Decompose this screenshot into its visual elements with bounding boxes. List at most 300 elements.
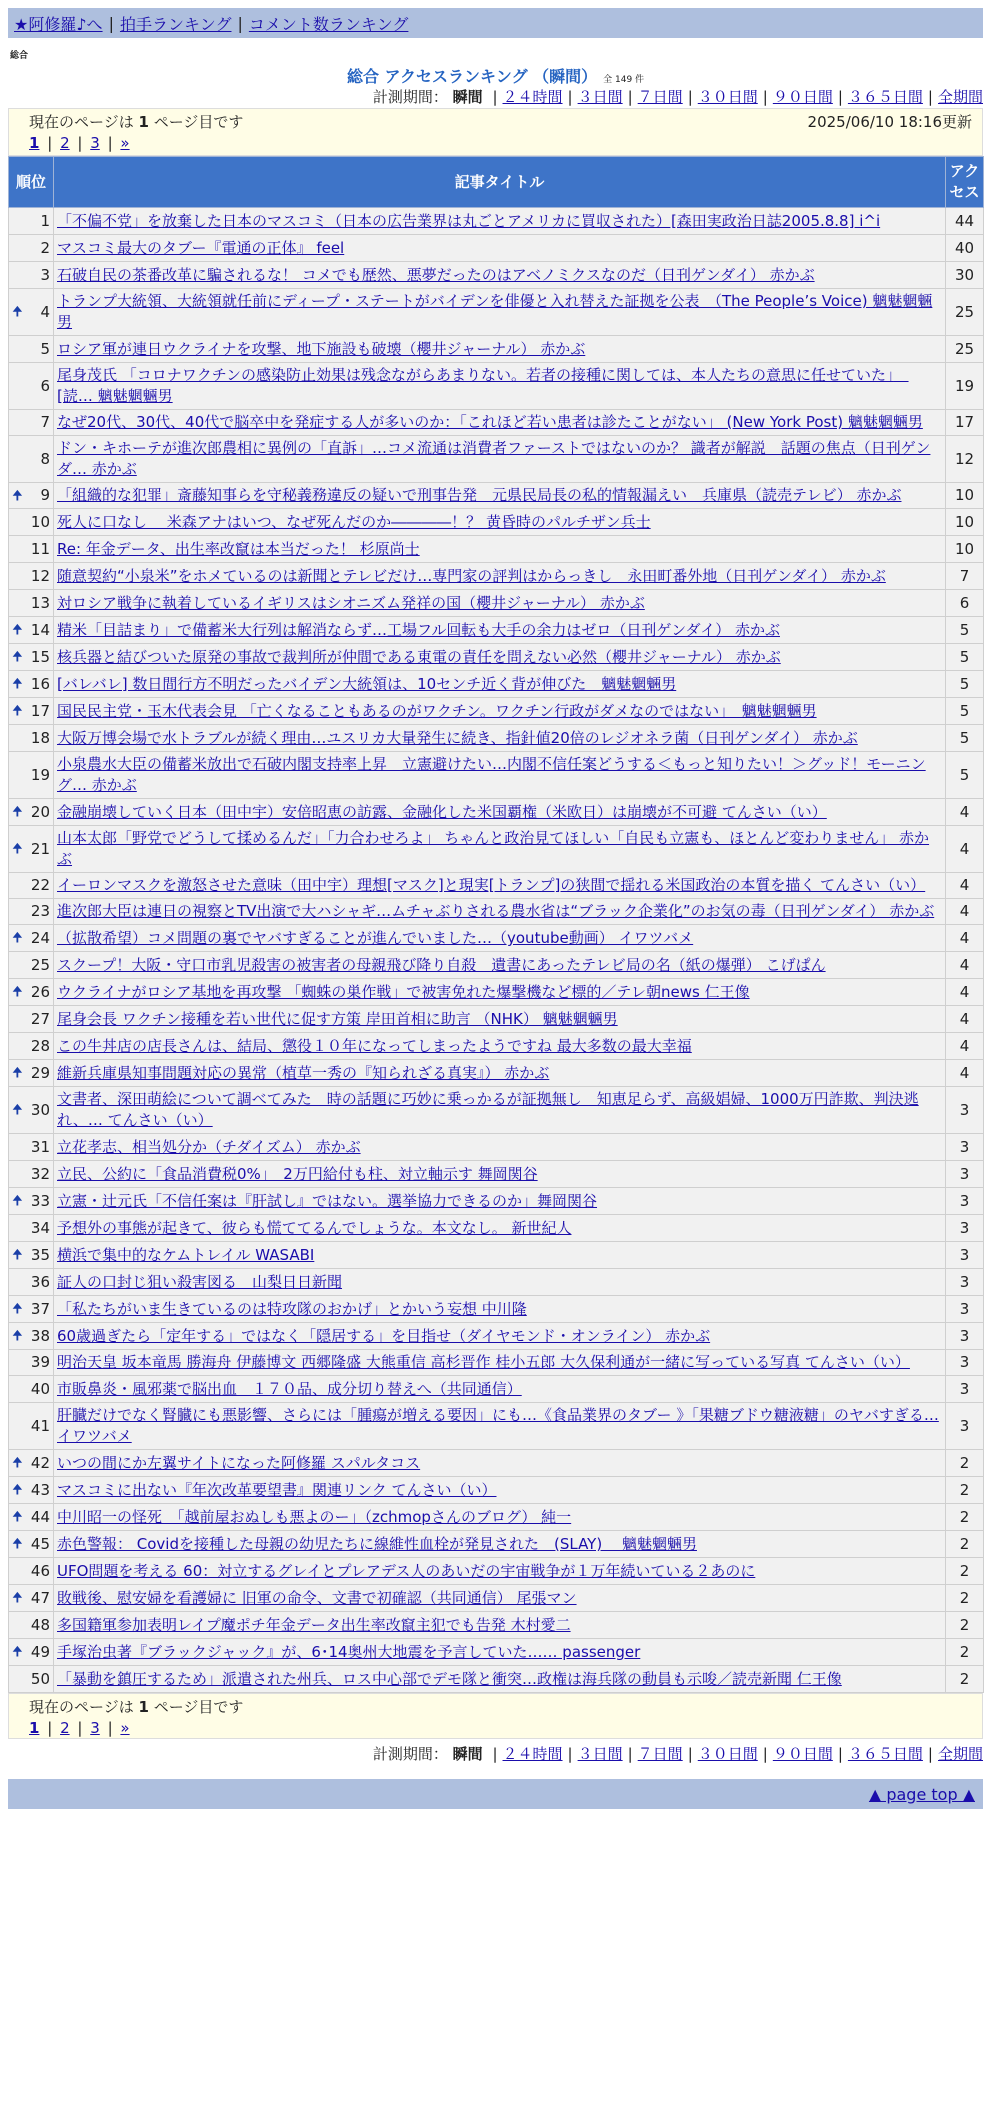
rank-up-arrow-icon: 🠉	[12, 649, 23, 665]
rank-up-arrow-icon: 🠉	[12, 1193, 23, 1209]
rank-cell	[9, 563, 54, 590]
rank-number: 14	[30, 621, 50, 639]
article-title-link[interactable]: この牛丼店の店長さんは、結局、懲役１０年になってしまったようですね 最大多数の最大幸福	[57, 1037, 692, 1055]
rank-number: 45	[30, 1535, 50, 1553]
period-current: 瞬間	[452, 88, 483, 106]
page-info-prefix: 現在のページは	[29, 1698, 134, 1716]
title-cell	[54, 1323, 946, 1350]
title-cell	[54, 1376, 946, 1403]
article-title-link[interactable]: 維新兵庫県知事問題対応の異常（植草一秀の『知られざる真実』） 赤かぶ	[57, 1064, 550, 1082]
page-separator: |	[77, 134, 83, 152]
rank-number: 8	[40, 449, 50, 468]
period-link[interactable]: ３日間	[577, 88, 623, 106]
page-link-current[interactable]: 1	[29, 1719, 40, 1737]
article-title-link[interactable]: イーロンマスクを激怒させた意味（田中宇）理想[マスク]と現実[トランプ]の狭間で揺れる米国政治の本質を描く てんさい（い）	[57, 876, 926, 894]
article-title-link[interactable]: [バレバレ] 数日間行方不明だったバイデン大統領は、10センチ近く背が伸びた 魑魅魍魎男	[57, 675, 677, 693]
title-cell	[54, 289, 946, 336]
page-title-text: 総合 アクセスランキング （瞬間）	[346, 67, 598, 86]
title-cell	[54, 1531, 946, 1558]
rank-up-arrow-icon: 🠉	[12, 622, 23, 638]
rank-cell	[9, 262, 54, 289]
article-title-link[interactable]: 死人に口なし 米森アナはいつ、なぜ死んだのか――――！？ 黄昏時のパルチザン兵士	[57, 513, 651, 531]
access-count: 3	[946, 1161, 984, 1188]
access-count: 3	[946, 1323, 984, 1350]
page-top-link[interactable]: ▲ page top ▲	[868, 1784, 975, 1804]
rank-number: 31	[30, 1138, 50, 1156]
rank-cell	[9, 1296, 54, 1323]
article-title-link[interactable]: 金融崩壊していく日本（田中宇）安倍昭恵の訪露、金融化した米国覇権（米欧日）は崩壊が不可避 てんさい（い）	[57, 803, 827, 821]
rank-up-arrow-icon: 🠉	[12, 304, 23, 320]
rank-number: 47	[30, 1589, 50, 1607]
rank-number: 3	[40, 266, 50, 284]
article-title-link[interactable]: 多国籍軍参加表明レイプ魔ポチ年金データ出生率改竄主犯でも告発 木村愛二	[57, 1616, 571, 1634]
table-row	[9, 671, 984, 698]
rank-number: 24	[30, 929, 50, 947]
table-row	[9, 1188, 984, 1215]
access-count: 3	[946, 1296, 984, 1323]
table-row	[9, 235, 984, 262]
rank-number: 37	[30, 1300, 50, 1318]
rank-cell	[9, 1403, 54, 1450]
total-count: 全 149 件	[603, 75, 645, 85]
rank-number: 27	[30, 1010, 50, 1028]
access-count: 4	[946, 826, 984, 873]
article-title-link[interactable]: 文書者、深田萌絵について調べてみた 時の話題に巧妙に乗っかるが証拠無し 知恵足らず、高級娼婦、1000万円詐欺、判決逃れ、… てんさい（い）	[57, 1090, 919, 1129]
article-title-link[interactable]: 証人の口封じ狙い殺害図る 山梨日日新聞	[57, 1273, 343, 1291]
article-title-link[interactable]: 小泉農水大臣の備蓄米放出で石破内閣支持率上昇 立憲避けたい…内閣不信任案どうする＜もっと知りたい！＞グッド！モーニング… 赤かぶ	[57, 755, 926, 794]
rank-cell	[9, 617, 54, 644]
table-row	[9, 563, 984, 590]
rank-cell	[9, 826, 54, 873]
category-label: 総合	[10, 51, 29, 61]
page-link-3[interactable]: 3	[90, 134, 100, 152]
article-title-link[interactable]: UFO問題を考える 60：対立するグレイとプレアデス人のあいだの宇宙戦争が１万年続いている２あのに	[57, 1562, 756, 1580]
title-cell	[54, 644, 946, 671]
table-row	[9, 698, 984, 725]
rank-cell	[9, 590, 54, 617]
period-links	[487, 88, 983, 106]
access-count: 3	[946, 1215, 984, 1242]
rank-up-arrow-icon: 🠉	[12, 1590, 23, 1606]
title-cell	[54, 1161, 946, 1188]
title-cell	[54, 1450, 946, 1477]
title-cell	[54, 873, 946, 899]
access-count: 6	[946, 590, 984, 617]
rank-cell	[9, 509, 54, 536]
article-title-link[interactable]: 立花孝志、相当処分か（チダイズム） 赤かぶ	[57, 1138, 361, 1156]
access-count: 4	[946, 979, 984, 1006]
article-title-link[interactable]: ウクライナがロシア基地を再攻撃 「蜘蛛の巣作戦」で被害免れた爆撃機など標的／テレ朝news 仁王像	[57, 983, 750, 1001]
access-count: 4	[946, 952, 984, 979]
rank-cell	[9, 1450, 54, 1477]
article-title-link[interactable]: 予想外の事態が起きて、彼らも慌ててるんでしょうな。本文なし。 新世紀人	[57, 1219, 572, 1237]
period-link[interactable]: ７日間	[637, 88, 683, 106]
period-separator: |	[492, 1745, 498, 1763]
footer-bar	[8, 1779, 983, 1809]
rank-number: 43	[30, 1481, 50, 1499]
rank-up-arrow-icon: 🠉	[12, 676, 23, 692]
rank-number: 22	[30, 876, 50, 894]
page-separator: |	[107, 134, 113, 152]
page-separator: |	[47, 134, 53, 152]
article-title-link[interactable]: 対ロシア戦争に執着しているイギリスはシオニズム発祥の国（櫻井ジャーナル） 赤かぶ	[57, 594, 645, 612]
article-title-link[interactable]: 赤色警報： Covidを接種した母親の幼児たちに線維性血栓が発見された (SLAY) 魑魅魍魎男	[57, 1535, 697, 1553]
rank-number: 48	[30, 1616, 50, 1634]
rank-number: 25	[30, 956, 50, 974]
title-cell	[54, 1242, 946, 1269]
rank-cell	[9, 1269, 54, 1296]
period-current: 瞬間	[452, 1745, 483, 1763]
article-title-link[interactable]: ドン・キホーテが進次郎農相に異例の「直訴」…コメ流通は消費者ファーストではないのか？ 識者が解説 話題の焦点（日刊ゲンダ… 赤かぶ	[57, 439, 931, 478]
rank-number: 42	[30, 1454, 50, 1472]
article-title-link[interactable]: トランプ大統領、大統領就任前にディープ・ステートがバイデンを俳優と入れ替えた証拠を公表 （The People’s Voice) 魑魅魍魎男	[57, 292, 933, 331]
article-title-link[interactable]: なぜ20代、30代、40代で脳卒中を発症する人が多いのか：「これほど若い患者は診たことがない」 (New York Post) 魑魅魍魎男	[57, 413, 923, 431]
rank-number: 38	[30, 1327, 50, 1345]
rank-cell	[9, 336, 54, 363]
table-row	[9, 1666, 984, 1693]
title-cell	[54, 1087, 946, 1134]
title-cell	[54, 752, 946, 799]
article-title-link[interactable]: 明治天皇 坂本竜馬 勝海舟 伊藤博文 西郷隆盛 大熊重信 高杉晋作 桂小五郎 大久保利通が一緒に写っている写真 てんさい（い）	[57, 1353, 910, 1371]
table-row	[9, 644, 984, 671]
table-row	[9, 289, 984, 336]
rank-up-arrow-icon: 🠉	[12, 1247, 23, 1263]
period-link[interactable]: ３０日間	[697, 88, 758, 106]
rank-up-arrow-icon: 🠉	[12, 1102, 23, 1118]
access-count: 2	[946, 1612, 984, 1639]
table-row	[9, 1033, 984, 1060]
title-cell	[54, 563, 946, 590]
table-row	[9, 1477, 984, 1504]
access-count: 10	[946, 536, 984, 563]
article-title-link[interactable]: 国民民主党・玉木代表会見 「亡くなることもあるのがワクチン。ワクチン行政がダメなのではない」 魑魅魍魎男	[57, 702, 817, 720]
access-count: 2	[946, 1450, 984, 1477]
rank-up-arrow-icon: 🠉	[12, 703, 23, 719]
title-cell	[54, 899, 946, 925]
article-title-link[interactable]: マスコミ最大のタブー『電通の正体』 feel	[57, 239, 345, 257]
table-row	[9, 208, 984, 235]
article-title-link[interactable]: マスコミに出ない『年次改革要望書』関連リンク てんさい（い）	[57, 1481, 497, 1499]
page-link-2[interactable]: 2	[60, 134, 70, 152]
table-row	[9, 899, 984, 925]
access-count: 44	[946, 208, 984, 235]
access-count: 5	[946, 644, 984, 671]
rank-number: 39	[30, 1353, 50, 1371]
page-info-prefix: 現在のページは	[29, 113, 134, 131]
period-link[interactable]: ３６５日間	[847, 88, 923, 106]
article-title-link[interactable]: （拡散希望）コメ問題の裏でヤバすぎることが進んでいました…（youtube動画） イワツバメ	[57, 929, 694, 947]
header-count: アクセス	[946, 157, 984, 208]
rank-cell	[9, 644, 54, 671]
table-row	[9, 1612, 984, 1639]
title-cell	[54, 336, 946, 363]
access-count: 5	[946, 698, 984, 725]
rank-cell	[9, 1376, 54, 1403]
title-cell	[54, 1403, 946, 1450]
rank-number: 10	[30, 513, 50, 531]
article-title-link[interactable]: 進次郎大臣は連日の視察とTV出演で大ハシャギ…ムチャぶりされる農水省は“ブラック企業化”のお気の毒（日刊ゲンダイ） 赤かぶ	[57, 902, 935, 920]
rank-cell	[9, 752, 54, 799]
rank-cell	[9, 436, 54, 483]
title-cell	[54, 1666, 946, 1693]
page-separator: |	[47, 1719, 53, 1737]
rank-number: 21	[30, 839, 50, 858]
period-link[interactable]: ２４時間	[502, 88, 563, 106]
period-link[interactable]: ３６５日間	[847, 1745, 923, 1763]
nav-separator: |	[237, 13, 243, 33]
rank-cell	[9, 1087, 54, 1134]
title-cell	[54, 617, 946, 644]
period-label: 計測期間：	[372, 1745, 448, 1763]
page-info	[29, 112, 243, 132]
rank-number: 11	[30, 540, 50, 558]
title-cell	[54, 509, 946, 536]
period-link[interactable]: 全期間	[937, 1745, 983, 1763]
rank-number: 35	[30, 1246, 50, 1264]
rank-up-arrow-icon: 🠉	[12, 804, 23, 820]
article-title-link[interactable]: 市販鼻炎・風邪薬で脳出血 １７０品、成分切り替えへ（共同通信）	[57, 1380, 522, 1398]
rank-cell	[9, 235, 54, 262]
period-link[interactable]: ９０日間	[772, 1745, 833, 1763]
table-row	[9, 1403, 984, 1450]
period-separator: |	[567, 88, 573, 106]
rank-cell	[9, 952, 54, 979]
article-title-link[interactable]: 立民、公約に「食品消費税0%」 2万円給付も柱、対立軸示す 舞岡関谷	[57, 1165, 538, 1183]
rank-cell	[9, 1134, 54, 1161]
article-title-link[interactable]: 「私たちがいま生きているのは特攻隊のおかげ」とかいう妄想 中川隆	[57, 1300, 527, 1318]
period-links	[487, 1745, 983, 1763]
page-link-2[interactable]: 2	[60, 1719, 70, 1737]
rank-number: 46	[30, 1562, 50, 1580]
period-link[interactable]: ２４時間	[502, 1745, 563, 1763]
article-title-link[interactable]: 「不偏不党」を放棄した日本のマスコミ（日本の広告業界は丸ごとアメリカに買収された）[森田実政治日誌2005.8.8] i^i	[57, 212, 881, 230]
pagination-top	[8, 108, 983, 156]
article-title-link[interactable]: 中川昭一の怪死 「越前屋おぬしも悪よのー」（zchmopさんのブログ） 純一	[57, 1508, 572, 1526]
table-row	[9, 1242, 984, 1269]
article-title-link[interactable]: ロシア軍が連日ウクライナを攻撃、地下施設も破壊（櫻井ジャーナル） 赤かぶ	[57, 340, 586, 358]
rank-number: 26	[30, 983, 50, 1001]
rank-number: 33	[30, 1192, 50, 1210]
nav-comment-ranking-link[interactable]: コメント数ランキング	[248, 14, 409, 34]
table-row	[9, 1350, 984, 1376]
article-title-link[interactable]: 山本太郎「野党でどうして揉めるんだ」「力合わせろよ」 ちゃんと政治見てほしい「自民も立憲も、ほとんど変わりません」 赤かぶ	[57, 829, 930, 868]
rank-cell	[9, 1188, 54, 1215]
table-row	[9, 1323, 984, 1350]
rank-cell	[9, 536, 54, 563]
article-title-link[interactable]: 尾身会長 ワクチン接種を若い世代に促す方策 岸田首相に助言 （NHK） 魑魅魍魎男	[57, 1010, 618, 1028]
rank-up-arrow-icon: 🠉	[12, 984, 23, 1000]
article-title-link[interactable]: 横浜で集中的なケムトレイル WASABI	[57, 1246, 315, 1264]
access-count: 3	[946, 1350, 984, 1376]
title-cell	[54, 1296, 946, 1323]
table-row	[9, 590, 984, 617]
nav-asyura-link[interactable]: ★阿修羅♪へ	[14, 14, 103, 34]
article-title-link[interactable]: スクープ！大阪・守口市乳児殺害の被害者の母親飛び降り自殺 遺書にあったテレビ局の名（紙の爆弾） こげぱん	[57, 956, 826, 974]
rank-cell	[9, 289, 54, 336]
table-row	[9, 1215, 984, 1242]
rank-cell	[9, 1033, 54, 1060]
period-link[interactable]: ３０日間	[697, 1745, 758, 1763]
title-cell	[54, 925, 946, 952]
page-separator: |	[77, 1719, 83, 1737]
rank-cell	[9, 1639, 54, 1666]
rank-cell	[9, 410, 54, 436]
period-link[interactable]: 全期間	[937, 88, 983, 106]
rank-cell	[9, 483, 54, 509]
title-cell	[54, 436, 946, 483]
title-cell	[54, 1060, 946, 1087]
top-nav	[8, 8, 983, 38]
article-title-link[interactable]: いつの間にか左翼サイトになった阿修羅 スパルタコス	[57, 1454, 421, 1472]
article-title-link[interactable]: 手塚治虫著『ブラックジャック』が、6･14奥州大地震を予言していた…… passenger	[57, 1643, 641, 1661]
page-link-3[interactable]: 3	[90, 1719, 100, 1737]
rank-up-arrow-icon: 🠉	[12, 1536, 23, 1552]
rank-up-arrow-icon: 🠉	[12, 1509, 23, 1525]
title-cell	[54, 590, 946, 617]
table-row	[9, 1531, 984, 1558]
title-cell	[54, 725, 946, 752]
rank-number: 6	[40, 376, 50, 395]
period-link[interactable]: ７日間	[637, 1745, 683, 1763]
table-row	[9, 410, 984, 436]
access-count: 4	[946, 799, 984, 826]
table-row	[9, 483, 984, 509]
nav-clap-ranking-link[interactable]: 拍手ランキング	[119, 14, 232, 34]
table-row	[9, 1269, 984, 1296]
period-link[interactable]: ３日間	[577, 1745, 623, 1763]
table-row	[9, 363, 984, 410]
access-count: 10	[946, 483, 984, 509]
table-row	[9, 1060, 984, 1087]
page-link-next[interactable]: »	[120, 134, 130, 152]
access-count: 17	[946, 410, 984, 436]
access-count: 5	[946, 752, 984, 799]
article-title-link[interactable]: 精米「目詰まり」で備蓄米大行列は解消ならず…工場フル回転も大手の余力はゼロ（日刊ゲンダイ） 赤かぶ	[57, 621, 780, 639]
article-title-link[interactable]: 大阪万博会場で水トラブルが続く理由…ユスリカ大量発生に続き、指針値20倍のレジオネラ菌（日刊ゲンダイ） 赤かぶ	[57, 729, 858, 747]
rank-cell	[9, 873, 54, 899]
rank-number: 4	[40, 302, 50, 321]
rank-cell	[9, 725, 54, 752]
title-cell	[54, 536, 946, 563]
title-cell	[54, 1006, 946, 1033]
table-row	[9, 725, 984, 752]
article-title-link[interactable]: 肝臓だけでなく腎臓にも悪影響、さらには「腫瘍が増える要因」にも…《食品業界のタブー 》「果糖ブドウ糖液糖」のヤバすぎる… イワツバメ	[57, 1406, 939, 1445]
title-cell	[54, 410, 946, 436]
access-count: 2	[946, 1639, 984, 1666]
rank-up-arrow-icon: 🠉	[12, 1301, 23, 1317]
period-separator: |	[492, 88, 498, 106]
title-cell	[54, 1585, 946, 1612]
article-title-link[interactable]: 尾身茂氏 「コロナワクチンの感染防止効果は残念ながらあまりない。若者の接種に関しては、本人たちの意思に任せていた」 [読… 魑魅魍魎男	[57, 366, 909, 405]
rank-cell	[9, 1612, 54, 1639]
period-selector	[0, 86, 983, 108]
period-link[interactable]: ９０日間	[772, 88, 833, 106]
ranking-body	[9, 208, 984, 1693]
table-row	[9, 336, 984, 363]
table-row	[9, 262, 984, 289]
article-title-link[interactable]: 「組織的な犯罪」斎藤知事らを守秘義務違反の疑いで刑事告発 元県民局長の私的情報漏えい 兵庫県（読売テレビ） 赤かぶ	[57, 486, 902, 504]
rank-number: 17	[30, 702, 50, 720]
table-header-row	[9, 157, 984, 208]
article-title-link[interactable]: Re: 年金データ、出生率改竄は本当だった！ 杉原尚士	[57, 540, 420, 558]
access-count: 2	[946, 1477, 984, 1504]
page-info-number: 1	[138, 1698, 149, 1716]
access-count: 19	[946, 363, 984, 410]
rank-number: 30	[30, 1100, 50, 1119]
access-count: 3	[946, 1403, 984, 1450]
period-label: 計測期間：	[372, 88, 448, 106]
rank-up-arrow-icon: 🠉	[12, 1455, 23, 1471]
title-cell	[54, 952, 946, 979]
title-cell	[54, 1612, 946, 1639]
rank-number: 34	[30, 1219, 50, 1237]
table-row	[9, 925, 984, 952]
rank-number: 18	[30, 729, 50, 747]
article-title-link[interactable]: 立憲・辻元氏「不信任案は『肝試し』ではない。選挙協力できるのか」舞岡関谷	[57, 1192, 598, 1210]
title-cell	[54, 1188, 946, 1215]
access-count: 2	[946, 1504, 984, 1531]
period-separator: |	[687, 1745, 693, 1763]
page-title	[0, 64, 991, 86]
rank-number: 13	[30, 594, 50, 612]
rank-number: 40	[30, 1380, 50, 1398]
table-row	[9, 436, 984, 483]
title-cell	[54, 1215, 946, 1242]
page-link-next[interactable]: »	[120, 1719, 130, 1737]
rank-up-arrow-icon: 🠉	[12, 1482, 23, 1498]
rank-cell	[9, 1060, 54, 1087]
rank-number: 28	[30, 1037, 50, 1055]
period-separator: |	[927, 88, 933, 106]
period-separator: |	[627, 1745, 633, 1763]
title-cell	[54, 483, 946, 509]
rank-cell	[9, 671, 54, 698]
rank-number: 50	[30, 1670, 50, 1688]
article-title-link[interactable]: 「暴動を鎮圧するため」派遣された州兵、ロス中心部でデモ隊と衝突…政権は海兵隊の動員も示唆／読売新聞 仁王像	[57, 1670, 842, 1688]
access-count: 5	[946, 617, 984, 644]
table-row	[9, 1639, 984, 1666]
article-title-link[interactable]: 核兵器と結びついた原発の事故で裁判所が仲間である東電の責任を問えない必然（櫻井ジャーナル） 赤かぶ	[57, 648, 781, 666]
rank-cell	[9, 1350, 54, 1376]
title-cell	[54, 1504, 946, 1531]
rank-cell	[9, 799, 54, 826]
access-count: 2	[946, 1666, 984, 1693]
period-separator: |	[762, 1745, 768, 1763]
access-count: 4	[946, 1033, 984, 1060]
article-title-link[interactable]: 随意契約“小泉米”をホメているのは新聞とテレビだけ…専門家の評判はからっきし 永田町番外地（日刊ゲンダイ） 赤かぶ	[57, 567, 886, 585]
table-row	[9, 752, 984, 799]
table-row	[9, 1585, 984, 1612]
page-info-number: 1	[138, 113, 149, 131]
page-link-current[interactable]: 1	[29, 134, 40, 152]
updated-timestamp: 2025/06/10 18:16更新	[807, 113, 972, 131]
table-row	[9, 799, 984, 826]
rank-cell	[9, 1585, 54, 1612]
title-cell	[54, 1350, 946, 1376]
rank-number: 16	[30, 675, 50, 693]
access-count: 3	[946, 1188, 984, 1215]
article-title-link[interactable]: 石破自民の茶番改革に騙されるな！ コメでも歴然、悪夢だったのはアベノミクスなのだ（日刊ゲンダイ） 赤かぶ	[57, 266, 815, 284]
table-row	[9, 952, 984, 979]
article-title-link[interactable]: 敗戦後、慰安婦を看護婦に 旧軍の命令、文書で初確認（共同通信） 尾張マン	[57, 1589, 577, 1607]
article-title-link[interactable]: 60歳過ぎたら「定年する」ではなく「隠居する」を目指せ（ダイヤモンド・オンライン） 赤かぶ	[57, 1327, 711, 1345]
title-cell	[54, 671, 946, 698]
table-row	[9, 979, 984, 1006]
rank-number: 32	[30, 1165, 50, 1183]
title-cell	[54, 1558, 946, 1585]
rank-cell	[9, 1558, 54, 1585]
rank-up-arrow-icon: 🠉	[12, 841, 23, 857]
